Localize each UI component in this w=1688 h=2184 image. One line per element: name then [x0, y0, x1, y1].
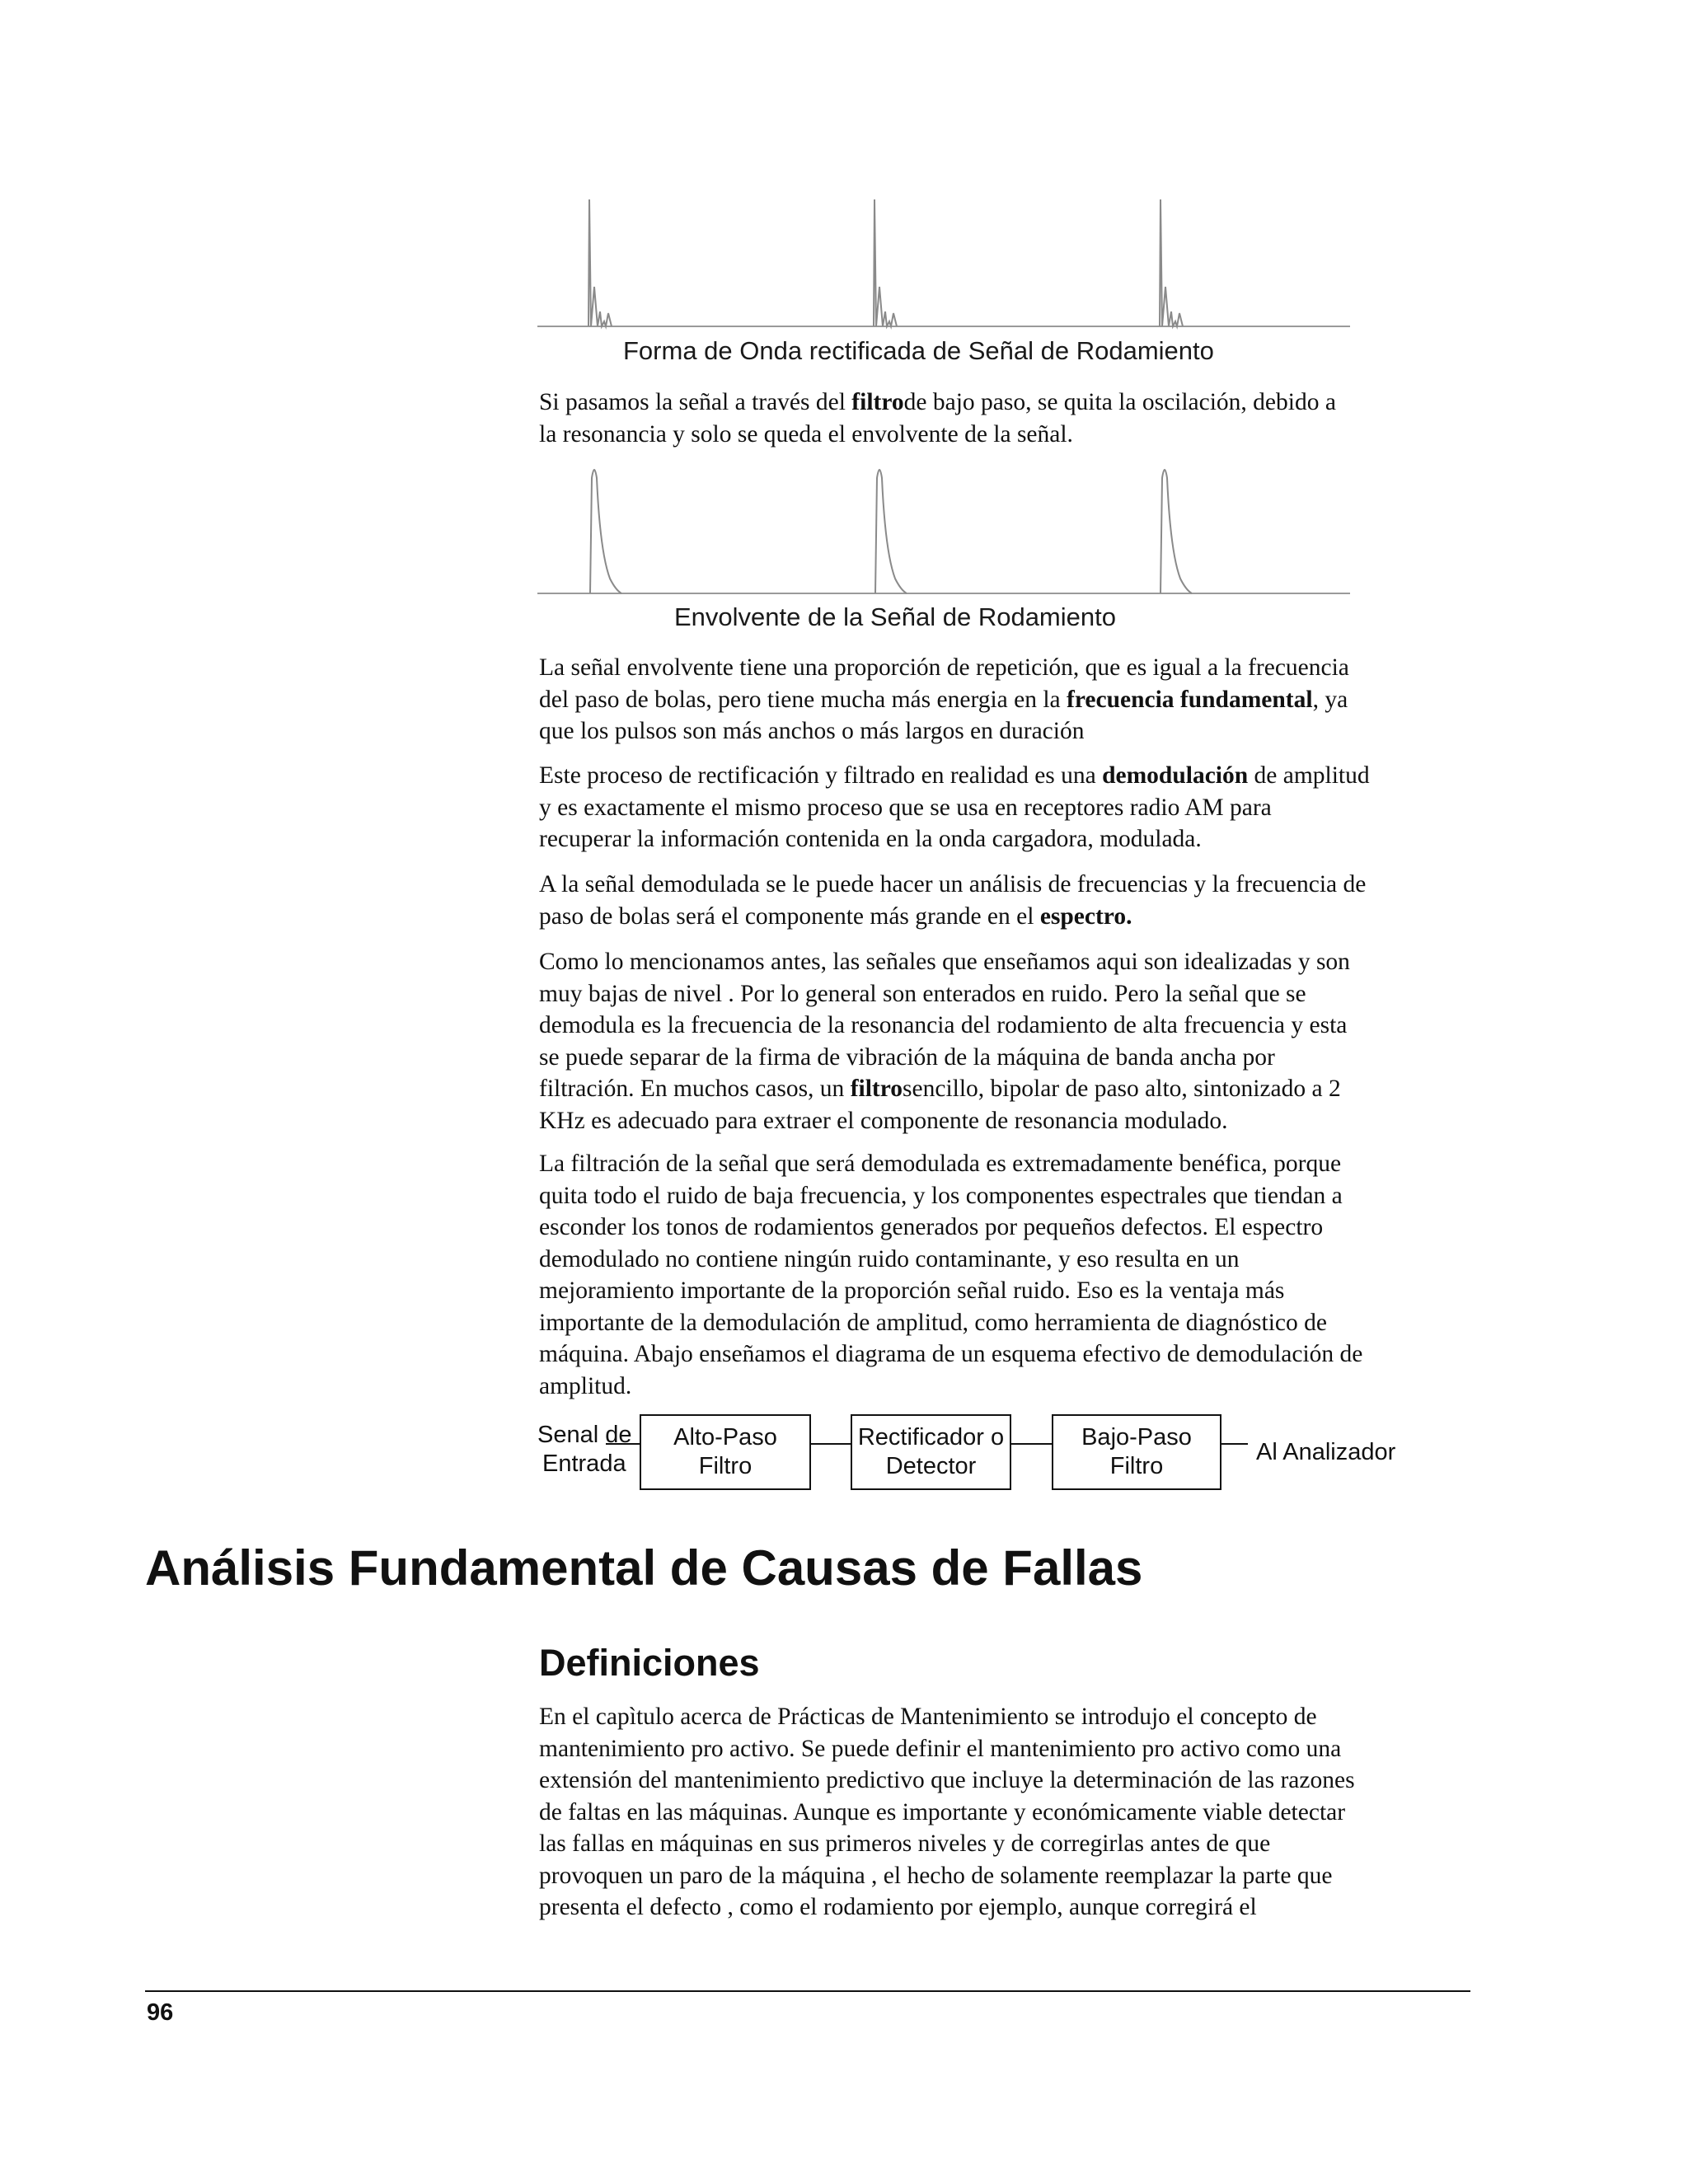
- footer-rule: [145, 1990, 1470, 1992]
- paragraph-line: amplitud.: [539, 1372, 632, 1399]
- paragraph-line: máquina. Abajo enseñamos el diagrama de un esquema efectivo de demodulación de: [539, 1341, 1363, 1367]
- envelope-plot: [536, 453, 1360, 602]
- paragraph-line: demodulado no contiene ningún ruido contaminante, y eso resulta en un: [539, 1245, 1240, 1272]
- input-signal-label: Senal de Entrada: [537, 1422, 632, 1477]
- paragraph-line: esconder los tonos de rodamientos generados por pequeños defectos. El espectro: [539, 1214, 1324, 1240]
- paragraph-line: y es exactamente el mismo proceso que se usa en receptores radio AM para: [539, 794, 1272, 821]
- subsection-heading: Definiciones: [539, 1642, 760, 1684]
- paragraph-line: presenta el defecto , como el rodamiento por ejemplo, aunque corregirá el: [539, 1894, 1257, 1920]
- paragraph-line: KHz es adecuado para extraer el componente de resonancia modulado.: [539, 1107, 1228, 1134]
- paragraph-line: las fallas en máquinas en sus primeros niveles y de corregirlas antes de que: [539, 1830, 1271, 1857]
- envelope-pulse-1: [590, 470, 621, 593]
- paragraph-line: La filtración de la señal que será demodulada es extremadamente benéfica, porque: [539, 1151, 1342, 1177]
- figure2-caption: Envolvente de la Señal de Rodamiento: [674, 602, 1116, 631]
- paragraph-line: recuperar la información contenida en la onda cargadora, modulada.: [539, 826, 1202, 852]
- pulse-3: [1160, 199, 1183, 326]
- paragraph-line: Este proceso de rectificación y filtrado en realidad es una demodulación de amplitud: [539, 762, 1370, 789]
- paragraph-line: Como lo mencionamos antes, las señales que enseñamos aqui son idealizadas y son: [539, 949, 1350, 975]
- paragraph-line: mantenimiento pro activo. Se puede definir el mantenimiento pro activo como una: [539, 1735, 1342, 1762]
- low-pass-filter-block: Bajo-Paso Filtro: [1052, 1414, 1221, 1490]
- paragraph-line: mejoramiento importante de la proporción señal ruido. Eso es la ventaja más: [539, 1277, 1285, 1304]
- paragraph-7: [539, 1701, 1479, 1924]
- paragraph-line: de faltas en las máquinas. Aunque es importante y económicamente viable detectar: [539, 1798, 1346, 1825]
- figure1-caption: Forma de Onda rectificada de Señal de Rodamiento: [623, 336, 1214, 365]
- paragraph-line: paso de bolas será el componente más grande en el espectro.: [539, 902, 1132, 930]
- rectified-waveform-plot: [536, 190, 1360, 338]
- pulse-1: [588, 199, 612, 326]
- paragraph-4: [539, 869, 1479, 932]
- paragraph-6: [539, 1148, 1479, 1402]
- paragraph-line: que los pulsos son más anchos o más largos en duración: [539, 718, 1085, 744]
- paragraph-line: demodula es la frecuencia de la resonancia del rodamiento de alta frecuencia y esta: [539, 1012, 1348, 1038]
- high-pass-filter-block: Alto-Paso Filtro: [640, 1414, 811, 1490]
- section-heading: Análisis Fundamental de Causas de Fallas: [145, 1540, 1143, 1596]
- paragraph-line: importante de la demodulación de amplitud, como herramienta de diagnóstico de: [539, 1309, 1327, 1336]
- envelope-pulse-2: [875, 470, 907, 593]
- paragraph-line: Si pasamos la señal a través del filtrode bajo paso, se quita la oscilación, debido a: [539, 389, 1336, 415]
- paragraph-3: [539, 760, 1479, 855]
- paragraph-line: filtración. En muchos casos, un filtrosencillo, bipolar de paso alto, sintonizado a 2: [539, 1076, 1341, 1102]
- paragraph-line: extensión del mantenimiento predictivo que incluye la determinación de las razones: [539, 1767, 1355, 1793]
- envelope-pulse-3: [1160, 470, 1192, 593]
- paragraph-1: [539, 387, 1479, 450]
- paragraph-line: la resonancia y solo se queda el envolvente de la señal.: [539, 420, 1073, 448]
- paragraph-line: La señal envolvente tiene una proporción de repetición, que es igual a la frecuencia: [539, 654, 1349, 681]
- paragraph-2: [539, 652, 1479, 748]
- output-analyzer-label: Al Analizador: [1256, 1439, 1396, 1465]
- paragraph-line: muy bajas de nivel . Por lo general son enterados en ruido. Pero la señal que se: [539, 980, 1306, 1007]
- paragraph-5: [539, 946, 1479, 1137]
- paragraph-line: A la señal demodulada se le puede hacer un análisis de frecuencias y la frecuencia de: [539, 871, 1367, 898]
- page-number: 96: [147, 1999, 174, 2026]
- rectifier-detector-block: Rectificador o Detector: [851, 1414, 1011, 1490]
- paragraph-line: quita todo el ruido de baja frecuencia, y los componentes espectrales que tiendan a: [539, 1182, 1343, 1209]
- paragraph-line: del paso de bolas, pero tiene mucha más energia en la frecuencia fundamental, ya: [539, 686, 1348, 713]
- paragraph-line: provoquen un paro de la máquina , el hecho de solamente reemplazar la parte que: [539, 1862, 1333, 1889]
- paragraph-line: En el capìtulo acerca de Prácticas de Mantenimiento se introdujo el concepto de: [539, 1704, 1317, 1730]
- paragraph-line: se puede separar de la firma de vibración de la máquina de banda ancha por: [539, 1043, 1275, 1071]
- pulse-2: [874, 199, 897, 326]
